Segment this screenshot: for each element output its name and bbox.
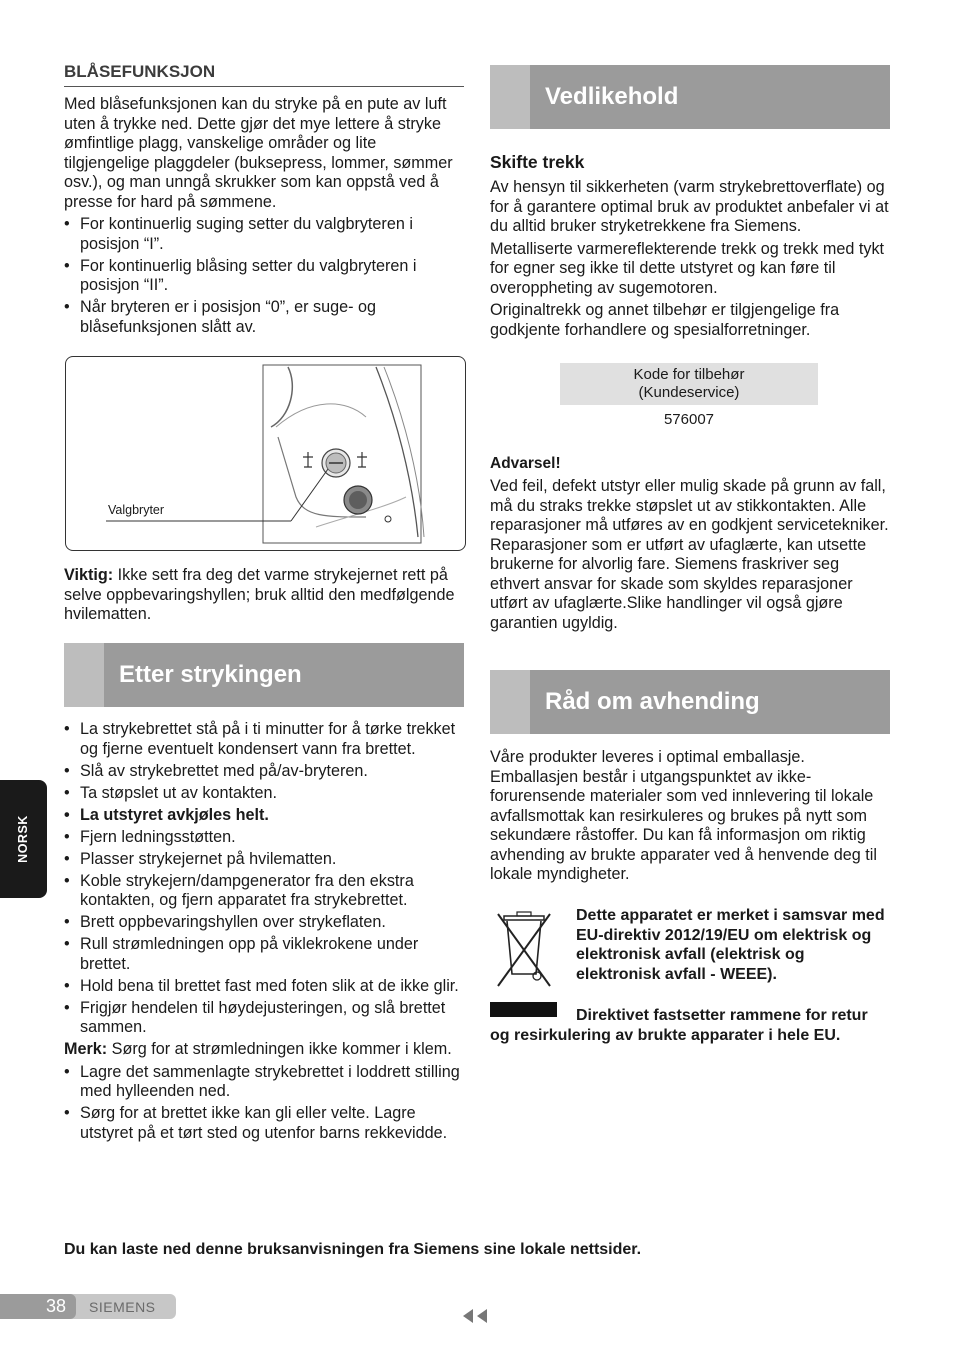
merk-label: Merk: <box>64 1040 108 1058</box>
avhending-title: Råd om avhending <box>545 688 760 715</box>
avhending-paragraph: Våre produkter leveres i optimal emballasje. Emballasjen består i utgangspunktet av ikke-forurensende materialer som ved innlevering til lokale avfallsmottak kan resirkuleres og brukes på nytt som sekundære råstoffer. Du kan få informasjon om riktig avhending av brukte apparater ved å henvende deg til lokale myndigheter. <box>490 748 877 883</box>
page-number: 38 <box>45 1296 66 1316</box>
viktig-note <box>64 566 464 625</box>
blasefunksjon-heading: BLÅSEFUNKSJON <box>64 62 464 87</box>
list-item: • Sørg for at brettet ikke kan gli eller velte. Lagre utstyret på et tørt sted og utenfor barns rekkevidde. <box>64 1104 464 1143</box>
weee-icon-box <box>490 908 558 1020</box>
valgbryter-figure <box>65 356 466 551</box>
advarsel-text: Ved feil, defekt utstyr eller mulig skade på grunn av fall, må du straks trekke støpslet ut av stikkontakten. Alle reparasjoner må utføres av en godkjent servicetekniker. Reparasjoner som er utført av ufaglærte, kan utsette brukerne for alvorlig fare. Siemens fraskriver seg ethvert ansvar for skade som skyldes reparasjoner utført av ufaglærte.Slike handlinger vil også gjøre garantien ugyldig. <box>490 477 889 632</box>
list-item: • La strykebrettet stå på i ti minutter for å tørke trekket og fjerne eventuelt kondensert vann fra brettet. <box>64 720 464 759</box>
merk-note <box>64 1040 464 1060</box>
code-header-line2: (Kundeservice) <box>638 384 740 401</box>
code-header <box>560 363 818 405</box>
skifte-trekk-heading: Skifte trekk <box>490 152 585 172</box>
list-item: • Hold bena til brettet fast med foten slik at de ikke glir. <box>64 977 464 997</box>
double-left-arrow-icon <box>463 1309 489 1323</box>
blasefunksjon-bullets <box>64 215 464 337</box>
etter-strykingen-banner <box>64 643 464 707</box>
page-footer <box>0 1294 176 1319</box>
list-item: • Slå av strykebrettet med på/av-bryteren. <box>64 762 464 782</box>
viktig-label: Viktig: <box>64 566 114 584</box>
avhending-banner <box>490 670 890 734</box>
back-arrows-icon[interactable] <box>463 1309 489 1323</box>
weee-text-1: Dette apparatet er merket i samsvar med EU-direktiv 2012/19/EU om elektrisk og elektronisk avfall (elektrisk og elektronisk avfall - WEEE). <box>576 907 885 983</box>
page-number-box <box>0 1294 76 1319</box>
etter-bullets <box>64 720 464 1038</box>
vedlikehold-p3: Originaltrekk og annet tilbehør er tilgjengelige fra godkjente forhandlere og spesialforretninger. <box>490 301 840 339</box>
language-side-tab <box>0 780 47 898</box>
vedlikehold-p2: Metalliserte varmereflekterende trekk og trekk med tykt for egner seg ikke til dette utstyret og kan føre til overoppheting av sugemotoren. <box>490 239 885 297</box>
blasefunksjon-paragraph: Med blåsefunksjonen kan du stryke på en pute av luft uten å trykke ned. Dette gjør det mye lettere å stryke ømfintlige plagg, vanskelige områder og lite tilgjengelige plaggdeler (buksepress, lommer, sømmer osv.), og man unngå skrukker som kan oppstå ved å presse for hard på sømmene. <box>64 95 453 211</box>
advarsel-label: Advarsel! <box>490 455 561 472</box>
list-item: • Rull strømledningen opp på viklekrokene under brettet. <box>64 935 464 974</box>
banner-tab <box>490 65 530 129</box>
merk-text: Sørg for at strømledningen ikke kommer i klem. <box>107 1040 452 1058</box>
list-item: • For kontinuerlig suging setter du valgbryteren i posisjon “I”. <box>64 215 464 254</box>
valgbryter-illustration <box>66 357 465 550</box>
vedlikehold-banner <box>490 65 890 129</box>
banner-tab <box>490 670 530 734</box>
etter-bullets-2 <box>64 1063 464 1144</box>
list-item: • Koble strykejern/dampgenerator fra den ekstra kontakten, og fjern apparatet fra strykebrettet. <box>64 872 464 911</box>
list-item: • Lagre det sammenlagte strykebrettet i loddrett stilling med hylleenden ned. <box>64 1063 464 1102</box>
list-item: • Plasser strykejernet på hvilematten. <box>64 850 464 870</box>
list-item: • Ta støpslet ut av kontakten. <box>64 784 464 804</box>
list-item: • Brett oppbevaringshyllen over strykeflaten. <box>64 913 464 933</box>
viktig-text: Ikke sett fra deg det varme strykejernet rett på selve oppbevaringshyllen; bruk alltid den medfølgende hvilematten. <box>64 566 455 623</box>
accessory-code-table <box>560 363 818 428</box>
blasefunksjon-section <box>64 62 464 340</box>
list-item: • La utstyret avkjøles helt. <box>64 806 464 826</box>
weee-crossed-bin-icon <box>490 908 558 1020</box>
list-item: • Frigjør hendelen til høydejusteringen, og slå brettet sammen. <box>64 999 464 1038</box>
list-item: • For kontinuerlig blåsing setter du valgbryteren i posisjon “II”. <box>64 257 464 296</box>
brand-name: SIEMENS <box>89 1299 156 1315</box>
advarsel-section <box>490 455 890 633</box>
weee-text-2: Direktivet fastsetter rammene for retur og resirkulering av brukte apparater i hele EU. <box>490 1007 868 1044</box>
code-header-line1: Kode for tilbehør <box>633 366 745 383</box>
vedlikehold-p1: Av hensyn til sikkerheten (varm strykebrettoverflate) og for å garantere optimal bruk av produktet anbefaler vi at du alltid bruker stryketrekkene fra Siemens. <box>490 178 889 235</box>
list-item: • Fjern ledningsstøtten. <box>64 828 464 848</box>
vedlikehold-content <box>490 152 890 340</box>
code-value: 576007 <box>663 411 715 428</box>
download-note: Du kan laste ned denne bruksanvisningen fra Siemens sine lokale nettsider. <box>64 1241 642 1258</box>
etter-strykingen-title: Etter strykingen <box>119 661 302 688</box>
banner-tab <box>64 643 104 707</box>
vedlikehold-title: Vedlikehold <box>545 83 679 110</box>
list-item: • Når bryteren er i posisjon “0”, er suge- og blåsefunksjonen slått av. <box>64 298 464 337</box>
valgbryter-label: Valgbryter <box>108 503 165 517</box>
language-label: NORSK <box>16 815 30 863</box>
etter-strykingen-content <box>64 720 464 1146</box>
